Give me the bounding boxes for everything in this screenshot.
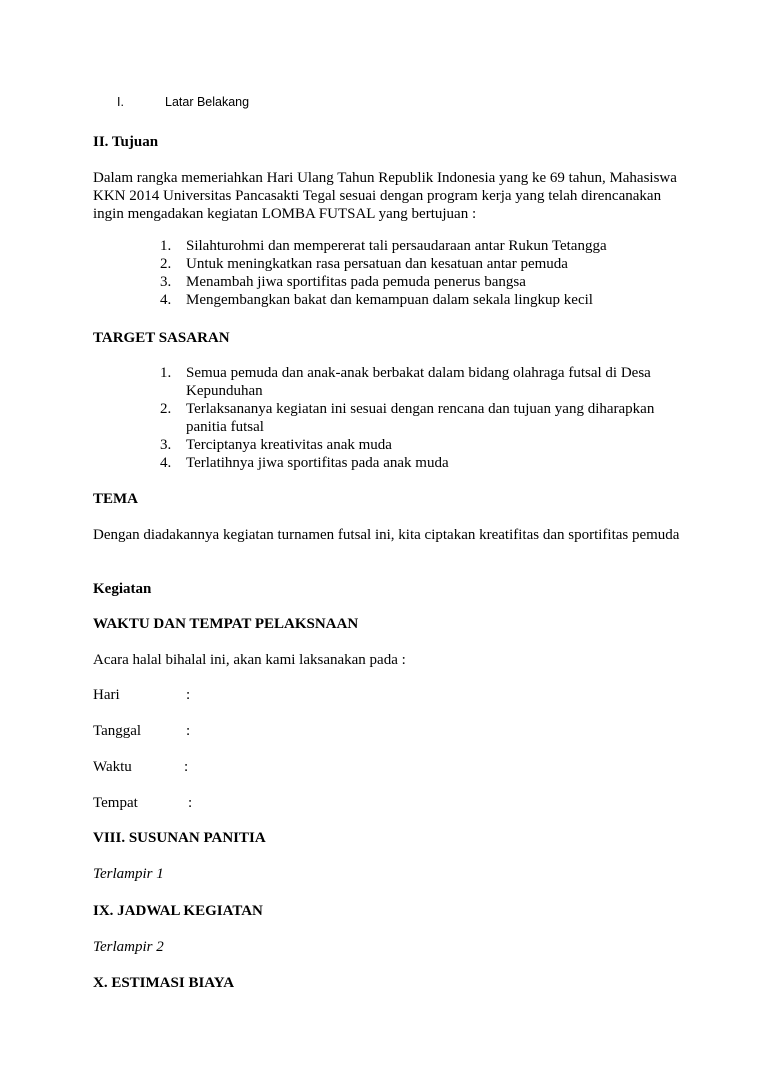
list-item: 3. Terciptanya kreativitas anak muda: [160, 437, 392, 453]
section-i-number: I.: [117, 95, 124, 109]
field-label: Waktu: [93, 759, 132, 775]
target-list: [160, 364, 688, 472]
field-separator: :: [188, 795, 193, 811]
waktu-intro: Acara halal bihalal ini, akan kami laksanakan pada :: [93, 652, 406, 668]
list-item: 3. Menambah jiwa sportifitas pada pemuda penerus bangsa: [160, 274, 526, 290]
field-label: Tanggal: [93, 723, 142, 739]
field-waktu: [93, 758, 189, 776]
list-item: 4. Mengembangkan bakat dan kemampuan dalam sekala lingkup kecil: [160, 292, 593, 308]
section-i-title: Latar Belakang: [165, 95, 250, 109]
waktu-heading: WAKTU DAN TEMPAT PELAKSNAAN: [93, 616, 359, 632]
field-separator: :: [186, 687, 191, 703]
list-item: 1. Semua pemuda dan anak-anak berbakat dalam bidang olahraga futsal di Desa Kepunduhan: [160, 365, 651, 399]
tujuan-heading: II. Tujuan: [93, 134, 159, 150]
list-item: 2. Terlaksananya kegiatan ini sesuai dengan rencana dan tujuan yang diharapkan panitia futsal: [160, 401, 655, 435]
field-label: Tempat: [93, 795, 138, 811]
tema-body: Dengan diadakannya kegiatan turnamen futsal ini, kita ciptakan kreatifitas dan sportifitas pemuda: [93, 527, 680, 543]
list-item: 1. Silahturohmi dan mempererat tali persaudaraan antar Rukun Tetangga: [160, 238, 607, 254]
field-separator: :: [186, 723, 191, 739]
list-item: 2. Untuk meningkatkan rasa persatuan dan kesatuan antar pemuda: [160, 256, 568, 272]
jadwal-kegiatan-note: Terlampir 2: [93, 939, 164, 955]
jadwal-kegiatan-heading: IX. JADWAL KEGIATAN: [93, 903, 263, 919]
field-hari: [93, 686, 191, 704]
target-heading: TARGET SASARAN: [93, 330, 230, 346]
field-separator: :: [184, 759, 189, 775]
estimasi-biaya-heading: X. ESTIMASI BIAYA: [93, 975, 235, 991]
field-tempat: [93, 794, 193, 812]
kegiatan-heading: Kegiatan: [93, 581, 152, 597]
tujuan-list: [160, 237, 688, 309]
field-label: Hari: [93, 687, 120, 703]
tema-heading: TEMA: [93, 491, 138, 507]
susunan-panitia-note: Terlampir 1: [93, 866, 164, 882]
field-tanggal: [93, 722, 191, 740]
list-item: 4. Terlatihnya jiwa sportifitas pada anak muda: [160, 455, 449, 471]
susunan-panitia-heading: VIII. SUSUNAN PANITIA: [93, 830, 266, 846]
tujuan-intro: Dalam rangka memeriahkan Hari Ulang Tahun Republik Indonesia yang ke 69 tahun, Mahasiswa KKN 2014 Universitas Pancasakti Tegal sesuai dengan program kerja yang telah direncanakan ingin mengadakan kegiatan LOMBA FUTSAL yang bertujuan :: [93, 170, 677, 222]
